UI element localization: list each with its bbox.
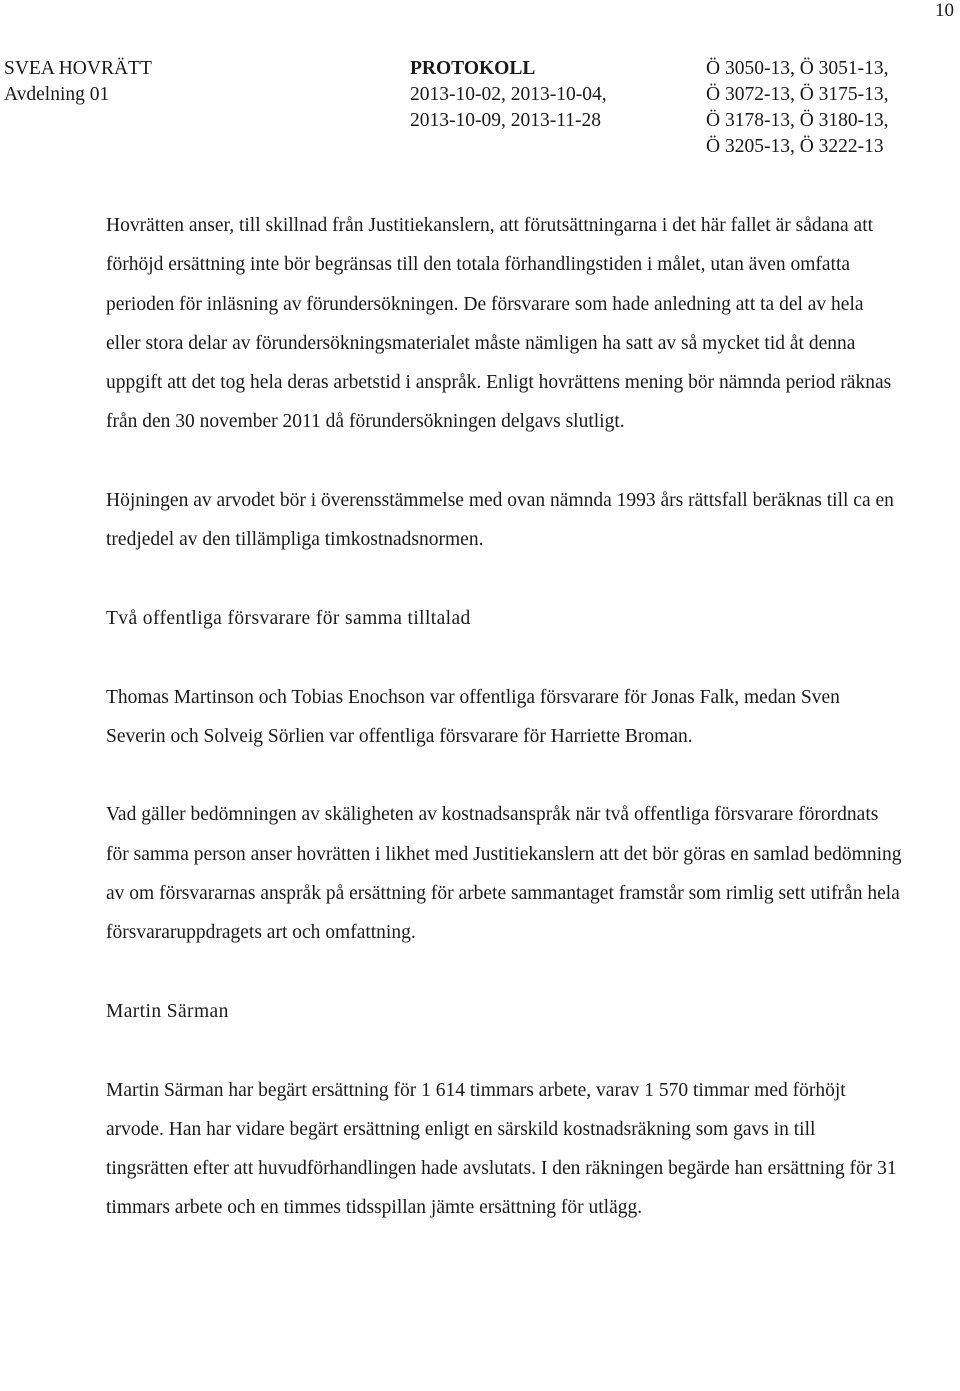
court-name: SVEA HOVRÄTT [4,58,152,79]
paragraph-joint-assessment: Vad gäller bedömningen av skäligheten av kostnadsanspråk när två offentliga försvarare förordnats för samma person anser hovrätten i likhet med Justitiekanslern att det bör göras en samlad bedömning av om försvararnas anspråk på ersättning för arbete sammantaget framstår som rimlig sett utifrån hela försvararuppdragets art och omfattning. [106,804,902,944]
case-numbers-line-3: Ö 3178-13, Ö 3180-13, [706,110,889,131]
paragraph-sarman-claim: Martin Särman har begärt ersättning för 1 614 timmars arbete, varav 1 570 timmar med förhöjt arvode. Han har vidare begärt ersättning enligt en särskild kostnadsräkning som gavs in till tingsrätten efter att huvudförhandlingen hade avslutats. I den räkningen begärde han ersättning för 31 timmars arbete och en timmes tidsspillan jämte ersättning för utlägg. [106,1079,897,1219]
case-numbers-line-4: Ö 3205-13, Ö 3222-13 [706,136,884,157]
paragraph-reasoning: Hovrätten anser, till skillnad från Justitiekanslern, att förutsättningarna i det här fallet är sådana att förhöjd ersättning inte bör begränsas till den totala förhandlingstiden i målet, utan även omfatta perioden för inläsning av förundersökningen. De försvarare som hade anledning att ta del av hela eller stora delar av förundersökningsmaterialet måste nämligen ha satt av så mycket tid åt denna uppgift att det tog hela deras arbetstid i anspråk. Enligt hovrättens mening bör nämnda period räknas från den 30 november 2011 då förundersökningen delgavs slutligt. [106,215,892,433]
document-body [106,206,902,1267]
protocol-dates-line-1: 2013-10-02, 2013-10-04, [410,84,607,105]
page-number: 10 [935,0,954,21]
court-division: Avdelning 01 [4,84,110,105]
paragraph-defenders: Thomas Martinson och Tobias Enochson var offentliga försvarare för Jonas Falk, medan Sven Severin och Solveig Sörlien var offentliga försvarare för Harriette Broman. [106,686,840,747]
case-numbers-line-1: Ö 3050-13, Ö 3051-13, [706,58,889,79]
protocol-dates-line-2: 2013-10-09, 2013-11-28 [410,110,602,131]
paragraph-fee-increase: Höjningen av arvodet bör i överensstämmelse med ovan nämnda 1993 års rättsfall beräknas till ca en tredjedel av den tillämpliga timkostnadsnormen. [106,490,894,551]
header-protocol-block [410,56,607,134]
section-heading-two-defenders: Två offentliga försvarare för samma tilltalad [106,607,471,629]
section-heading-martin-sarman: Martin Särman [106,1000,229,1022]
document-type: PROTOKOLL [410,58,536,79]
case-numbers-line-2: Ö 3072-13, Ö 3175-13, [706,84,889,105]
header-case-numbers [706,56,889,160]
header-court-block [4,56,152,108]
